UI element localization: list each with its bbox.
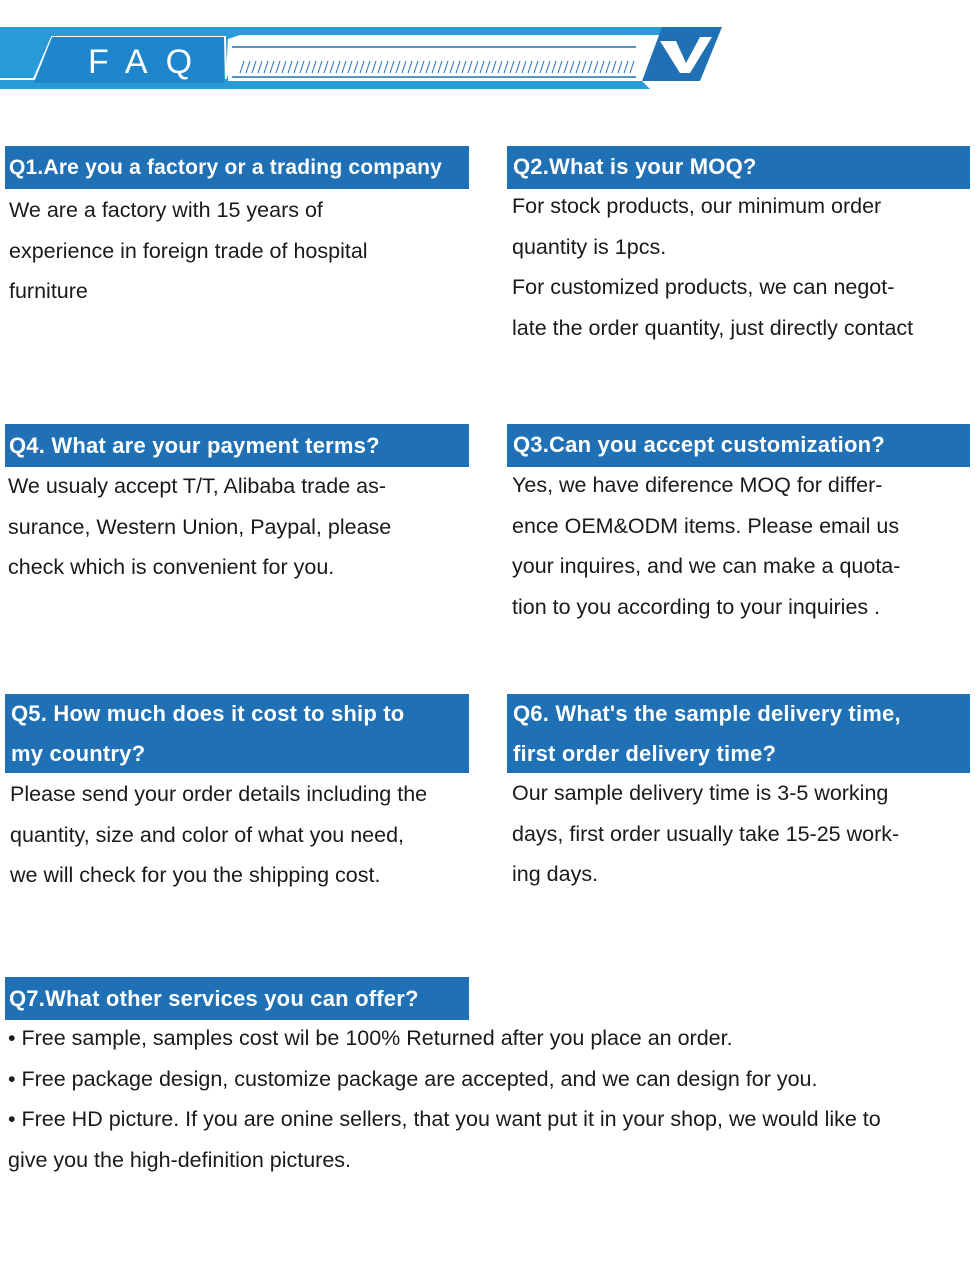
question-q3: Q3.Can you accept customization? [507,424,970,467]
question-q7: Q7.What other services you can offer? [5,977,469,1020]
question-q5: Q5. How much does it cost to ship to my country? [5,694,469,773]
answer-q2: For stock products, our minimum order quantity is 1pcs. For customized products, we can negot- late the order quantity, just directly contact [512,194,914,340]
question-q4: Q4. What are your payment terms? [5,424,469,467]
answer-q5: Please send your order details including the quantity, size and color of what you need, we will check for you the shipping cost. [10,782,428,887]
question-q1: Q1.Are you a factory or a trading company [5,146,469,189]
answer-q4: We usualy accept T/T, Alibaba trade as- surance, Western Union, Paypal, please check which is convenient for you. [8,474,392,579]
answer-q6: Our sample delivery time is 3-5 working days, first order usually take 15-25 work- ing days. [512,781,900,886]
answer-q1: We are a factory with 15 years of experience in foreign trade of hospital furniture [9,198,368,303]
question-q6: Q6. What's the sample delivery time, first order delivery time? [507,694,970,773]
answer-q7: • Free sample, samples cost wil be 100% Returned after you place an order. • Free package design, customize package are accepted, and we can design for you. • Free HD picture. If you are onine sellers, that you want put it in your shop, we would like to give you the high-definition pictures. [8,1026,881,1172]
faq-title: FAQ [88,43,211,81]
question-q2: Q2.What is your MOQ? [507,146,970,189]
answer-q3: Yes, we have diference MOQ for differ- ence OEM&ODM items. Please email us your inquires, and we can make a quota- tion to you according to your inquiries . [512,473,901,619]
